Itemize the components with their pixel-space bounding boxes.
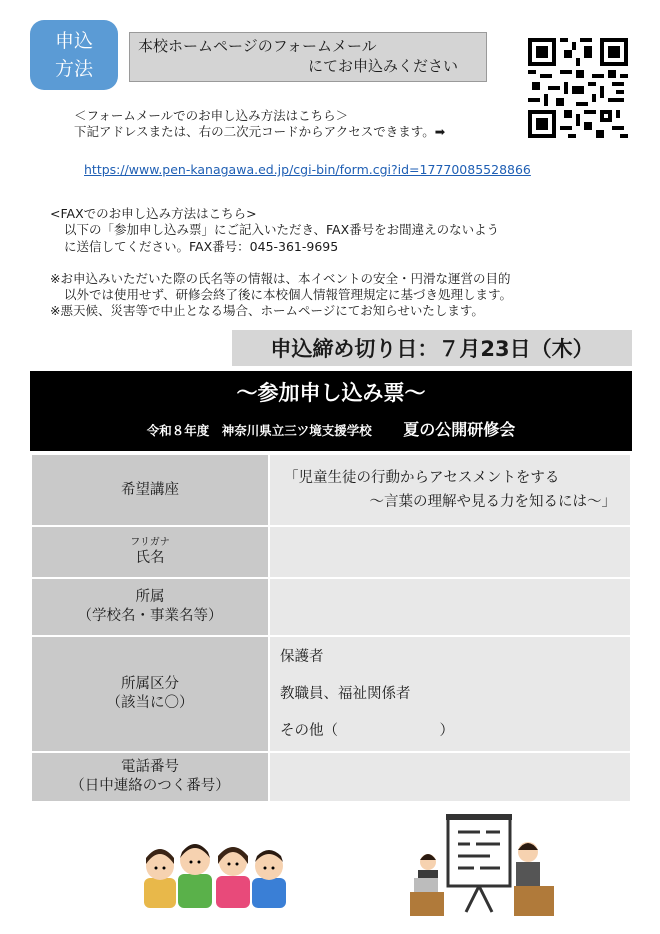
form-header	[30, 371, 632, 451]
category-label-line1: 所属区分	[121, 676, 179, 692]
category-option-staff[interactable]: 教職員、福祉関係者	[280, 685, 411, 702]
form-title: ～参加申し込み票～	[236, 381, 426, 405]
category-label-line2: （該当に〇）	[106, 695, 194, 711]
form-mail-link[interactable]: https://www.pen-kanagawa.ed.jp/cgi-bin/form.cgi?id=17770085528866	[84, 162, 531, 177]
form-mail-heading: ＜フォームメールでのお申し込み方法はこちら＞	[74, 108, 349, 123]
affiliation-field[interactable]	[269, 578, 631, 636]
course-value-line2: ～言葉の理解や見る力を知るには～」	[369, 494, 616, 510]
course-value	[269, 454, 631, 526]
course-value-line1: 「児童生徒の行動からアセスメントをする	[284, 470, 560, 486]
form-mail-notice-line2: にてお申込みください	[308, 57, 459, 75]
phone-label-cell	[31, 752, 269, 802]
form-mail-description: 下記アドレスまたは、右の二次元コードからアクセスできます。➡	[74, 124, 446, 139]
form-subtitle	[30, 417, 632, 440]
form-mail-notice	[129, 32, 487, 82]
qr-code-icon[interactable]	[528, 38, 628, 138]
phone-field[interactable]	[269, 752, 631, 802]
table-row-affiliation	[31, 578, 631, 636]
category-option-guardian[interactable]: 保護者	[280, 648, 324, 665]
form-subtitle-event: 夏の公開研修会	[403, 420, 516, 439]
name-label: 氏名	[135, 549, 165, 566]
table-row-phone	[31, 752, 631, 802]
fax-instruction-line2: に送信してください。FAX番号：045-361-9695	[64, 239, 339, 254]
table-row-category	[31, 636, 631, 752]
category-label-cell	[31, 636, 269, 752]
application-form-table	[30, 453, 632, 803]
fax-heading: <FAXでのお申し込み方法はこちら>	[50, 206, 257, 221]
affiliation-label-line1: 所属	[135, 589, 165, 605]
affiliation-label-line2: （学校名・事業名等）	[77, 608, 223, 624]
table-row-name	[31, 526, 631, 578]
name-field[interactable]	[269, 526, 631, 578]
privacy-note-line2: 以外では使用せず、研修会終了後に本校個人情報管理規定に基づき処理します。	[64, 287, 513, 302]
cancellation-note: ※悪天候、災害等で中止となる場合、ホームページにてお知らせいたします。	[50, 303, 484, 318]
apply-method-badge	[30, 20, 118, 90]
apply-badge-line1: 申込	[54, 30, 93, 52]
deadline-banner: 申込締め切り日：７月23日（木）	[232, 330, 632, 366]
category-option-other[interactable]: その他（ ）	[280, 722, 454, 739]
table-row-course	[31, 454, 631, 526]
children-illustration	[140, 830, 290, 910]
affiliation-label-cell	[31, 578, 269, 636]
form-mail-notice-line1: 本校ホームページのフォームメール	[138, 37, 377, 55]
fax-instruction-line1: 以下の「参加申し込み票」にご記入いただき、FAX番号をお間違えのないよう	[64, 222, 500, 237]
name-furigana-label: フリガナ	[130, 536, 170, 548]
category-options	[269, 636, 631, 752]
privacy-note-line1: ※お申込みいただいた際の氏名等の情報は、本イベントの安全・円滑な運営の目的	[50, 271, 511, 286]
presentation-illustration	[410, 812, 560, 917]
phone-label-line1: 電話番号	[121, 759, 179, 775]
apply-badge-line2: 方法	[54, 58, 93, 80]
name-label-cell	[31, 526, 269, 578]
form-subtitle-school: 令和８年度 神奈川県立三ツ境支援学校	[146, 423, 372, 438]
course-label: 希望講座	[31, 454, 269, 526]
phone-label-line2: （日中連絡のつく番号）	[70, 778, 230, 794]
